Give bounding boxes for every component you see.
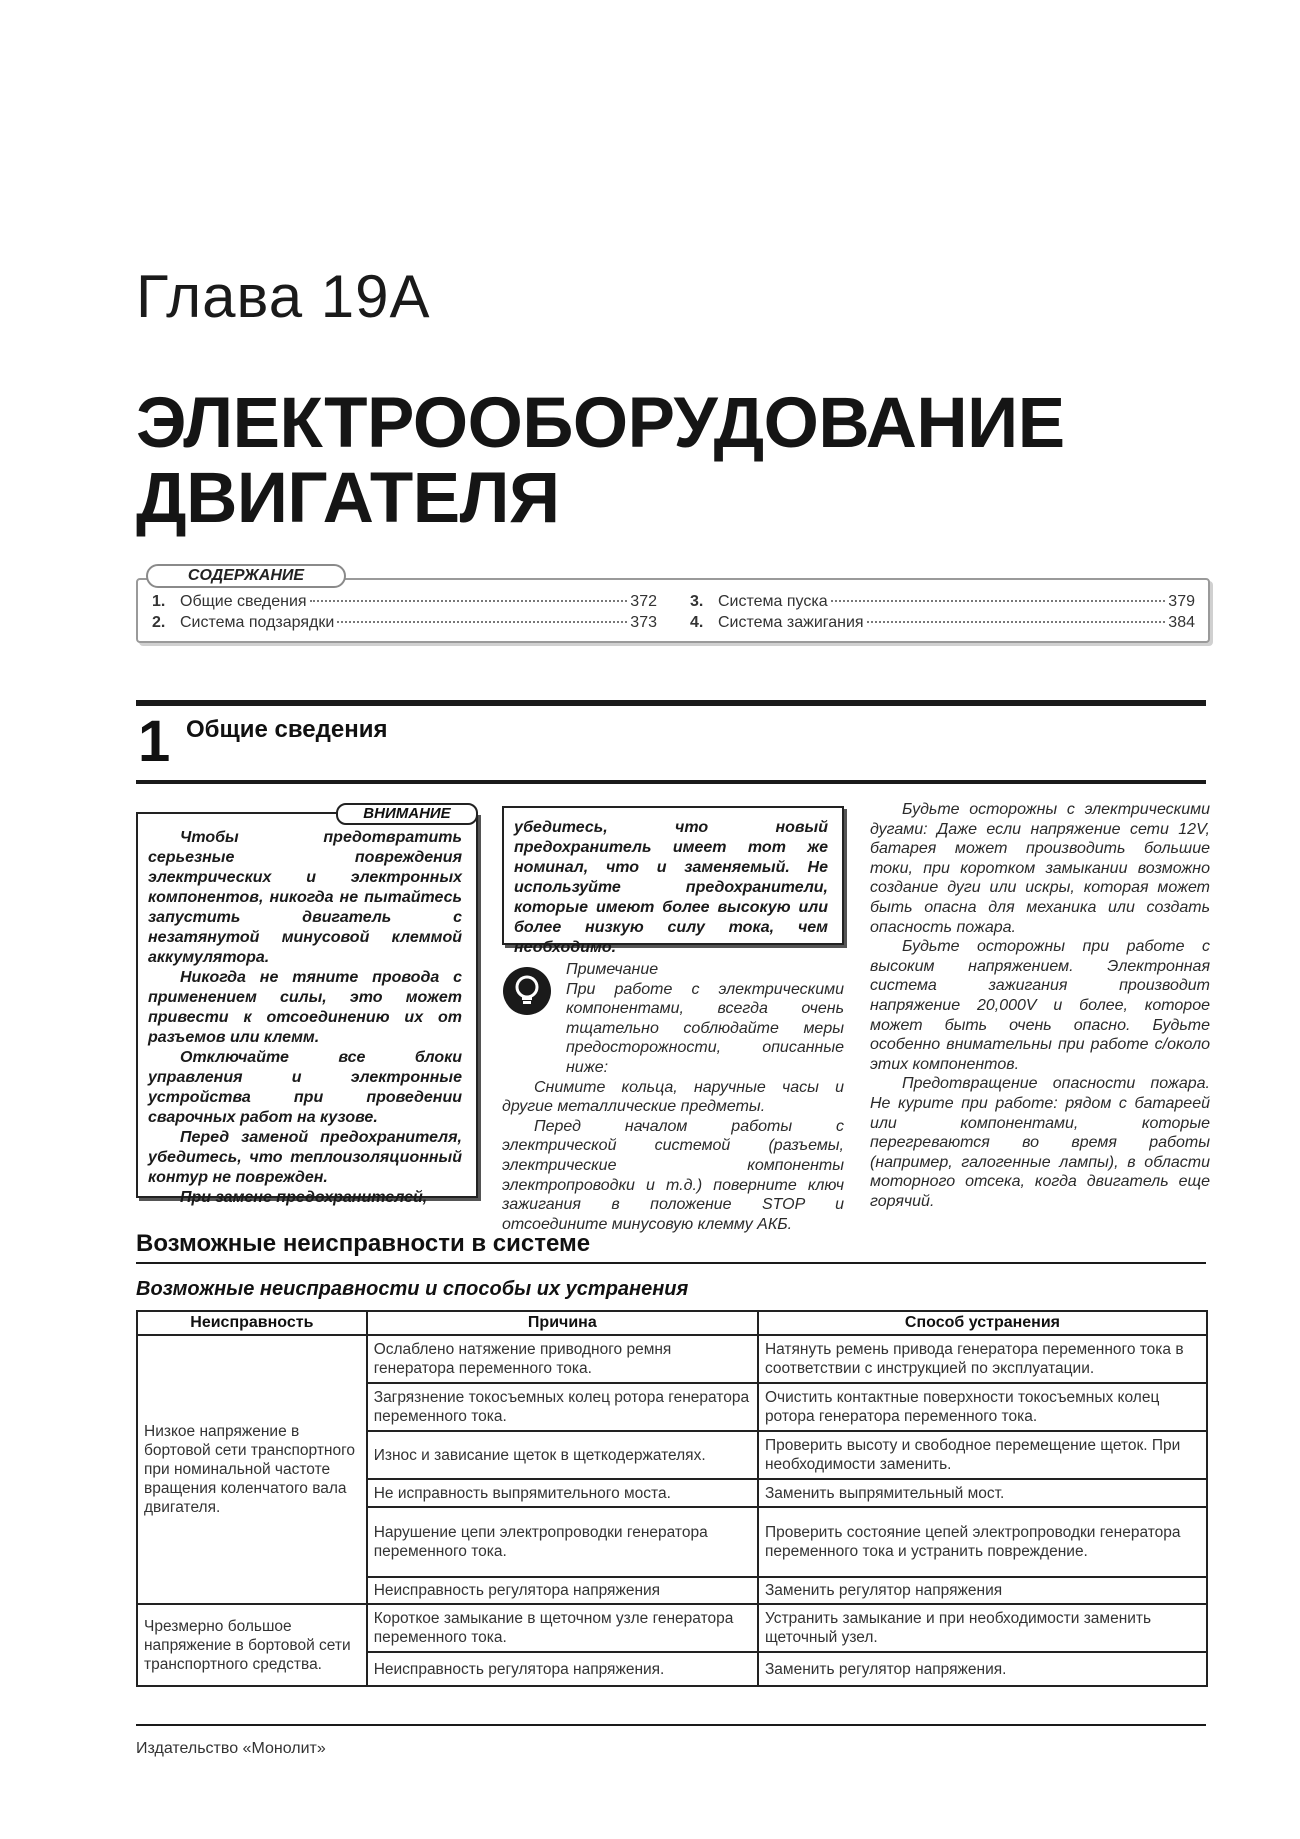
warning-continuation-text: [514, 818, 828, 958]
body-paragraph: Предотвращение опасности пожара. Не курите при работе: рядом с батареей или компонентами, которые перегреваются во время работы (например, галогенные лампы), в области моторного отсека, когда двигатель еще горячий.: [870, 1075, 1210, 1210]
remedy-cell: Натянуть ремень привода генератора переменного тока в соответствии с инструкцией по эксплуатации.: [758, 1335, 1207, 1383]
chapter-label: Глава 19А: [136, 263, 431, 330]
remedy-cell: Устранить замыкание и при необходимости заменить щеточный узел.: [758, 1604, 1207, 1652]
toc-item-text: Общие сведения: [180, 593, 307, 610]
section-title: Общие сведения: [186, 716, 388, 743]
note-label: Примечание: [566, 961, 659, 978]
warning-badge: ВНИМАНИЕ: [336, 803, 478, 825]
warning-paragraph: Чтобы предотвратить серьезные повреждения электрических и электронных компонентов, никогда не пытайтесь запустить двигатель с незатянутой минусовой клеммой аккумулятора.: [148, 829, 462, 966]
subsection-rule: [136, 1262, 1206, 1264]
remedy-cell: Проверить состояние цепей электропроводки генератора переменного тока и устранить повреждение.: [758, 1507, 1207, 1577]
column-header-fault: Неисправность: [137, 1311, 367, 1335]
note-paragraph: При работе с электрическими компонентами, всегда очень тщательно соблюдайте меры предосторожности, описанные ниже:: [566, 980, 844, 1076]
toc-leader-dots: [310, 600, 628, 602]
toc-leader-dots: [867, 621, 1166, 623]
toc-item-number: 1.: [152, 593, 166, 610]
toc-item-page: 379: [1168, 593, 1195, 610]
remedy-cell: Очистить контактные поверхности токосъемных колец ротора генератора переменного тока.: [758, 1383, 1207, 1431]
fault-cell: Низкое напряжение в бортовой сети транспортного при номинальной частоте вращения коленчатого вала двигателя.: [137, 1335, 367, 1604]
note-block: [502, 960, 844, 1234]
section-number: 1: [138, 709, 171, 774]
remedy-cell: Проверить высоту и свободное перемещение щеток. При необходимости заменить.: [758, 1431, 1207, 1479]
remedy-cell: Заменить регулятор напряжения: [758, 1577, 1207, 1604]
remedy-cell: Заменить регулятор напряжения.: [758, 1652, 1207, 1686]
cause-cell: Короткое замыкание в щеточном узле генератора переменного тока.: [367, 1604, 758, 1652]
toc-heading: СОДЕРЖАНИЕ: [146, 564, 346, 588]
note-paragraph: Снимите кольца, наручные часы и другие металлические предметы.: [502, 1078, 844, 1116]
chapter-title: [136, 386, 1065, 536]
toc-leader-dots: [337, 621, 627, 623]
footer-rule: [136, 1724, 1206, 1726]
body-paragraph: Будьте осторожны с электрическими дугами: Даже если напряжение сети 12V, батарея может производить большие токи, при коротком замыкании возможно создание дуги или искры, которая может быть опасна для механика или создать опасность пожара.: [870, 801, 1210, 936]
faults-table: [136, 1310, 1208, 1687]
warning-paragraph: Никогда не тяните провода с применением силы, это может привести к отсоединению их от разъемов или клемм.: [148, 969, 462, 1046]
column-header-remedy: Способ устранения: [758, 1311, 1207, 1335]
toc-item[interactable]: [690, 614, 1195, 635]
toc-item-page: 372: [630, 593, 657, 610]
toc-leader-dots: [831, 600, 1166, 602]
toc-item[interactable]: [152, 614, 657, 635]
note-paragraph: Перед началом работы с электрической системой (разъемы, электрические компоненты электропроводки и т.д.) поверните ключ зажигания в положение STOP и отсоедините минусовую клемму АКБ.: [502, 1117, 844, 1233]
fault-cell: Чрезмерно большое напряжение в бортовой сети транспортного средства.: [137, 1604, 367, 1686]
section-top-rule: [136, 700, 1206, 706]
cause-cell: Нарушение цепи электропроводки генератора переменного тока.: [367, 1507, 758, 1577]
chapter-title-line2: ДВИГАТЕЛЯ: [136, 459, 560, 538]
toc-item[interactable]: [152, 593, 657, 614]
column-header-cause: Причина: [367, 1311, 758, 1335]
toc-item-page: 373: [630, 614, 657, 631]
warning-paragraph: При замене предохранителей,: [180, 1189, 428, 1206]
toc-item[interactable]: [690, 593, 1195, 614]
toc-item-page: 384: [1168, 614, 1195, 631]
toc-item-text: Система зажигания: [718, 614, 864, 631]
table-row: [137, 1335, 1207, 1383]
toc-column-right: [690, 593, 1195, 635]
cause-cell: Загрязнение токосъемных колец ротора генератора переменного тока.: [367, 1383, 758, 1431]
warning-paragraph: Перед заменой предохранителя, убедитесь, что теплоизоляционный контур не поврежден.: [148, 1129, 462, 1186]
toc-item-number: 2.: [152, 614, 166, 631]
toc-item-number: 3.: [690, 593, 704, 610]
toc-item-number: 4.: [690, 614, 704, 631]
chapter-title-line1: ЭЛЕКТРООБОРУДОВАНИЕ: [136, 384, 1065, 463]
table-header-row: [137, 1311, 1207, 1335]
toc-column-left: [152, 593, 657, 635]
warning-paragraph: Отключайте все блоки управления и электронные устройства при проведении сварочных работ на кузове.: [148, 1049, 462, 1126]
body-paragraph: Будьте осторожны при работе с высоким напряжением. Электронная система зажигания производит напряжение 20,000V и более, которое может быть очень опасно. Будьте особенно внимательны при работе с/около этих компонентов.: [870, 938, 1210, 1073]
subsection-heading: Возможные неисправности в системе: [136, 1230, 591, 1257]
toc-item-text: Система подзарядки: [180, 614, 335, 631]
publisher-footer: Издательство «Монолит»: [136, 1740, 326, 1757]
cause-cell: Неисправность регулятора напряжения: [367, 1577, 758, 1604]
cause-cell: Ослаблено натяжение приводного ремня генератора переменного тока.: [367, 1335, 758, 1383]
warning-text: [148, 828, 462, 1208]
table-title: Возможные неисправности и способы их устранения: [136, 1278, 689, 1300]
cause-cell: Не исправность выпрямительного моста.: [367, 1479, 758, 1507]
table-row: [137, 1604, 1207, 1652]
toc-item-text: Система пуска: [718, 593, 828, 610]
cause-cell: Износ и зависание щеток в щеткодержателях.: [367, 1431, 758, 1479]
text-column-3: [870, 800, 1210, 1211]
warning-continuation-paragraph: убедитесь, что новый предохранитель имеет тот же номинал, что и заменяемый. Не используйте предохранители, которые имеют более высокую или более низкую силу тока, чем необходимо.: [514, 819, 828, 956]
section-bottom-rule: [136, 780, 1206, 784]
remedy-cell: Заменить выпрямительный мост.: [758, 1479, 1207, 1507]
cause-cell: Неисправность регулятора напряжения.: [367, 1652, 758, 1686]
